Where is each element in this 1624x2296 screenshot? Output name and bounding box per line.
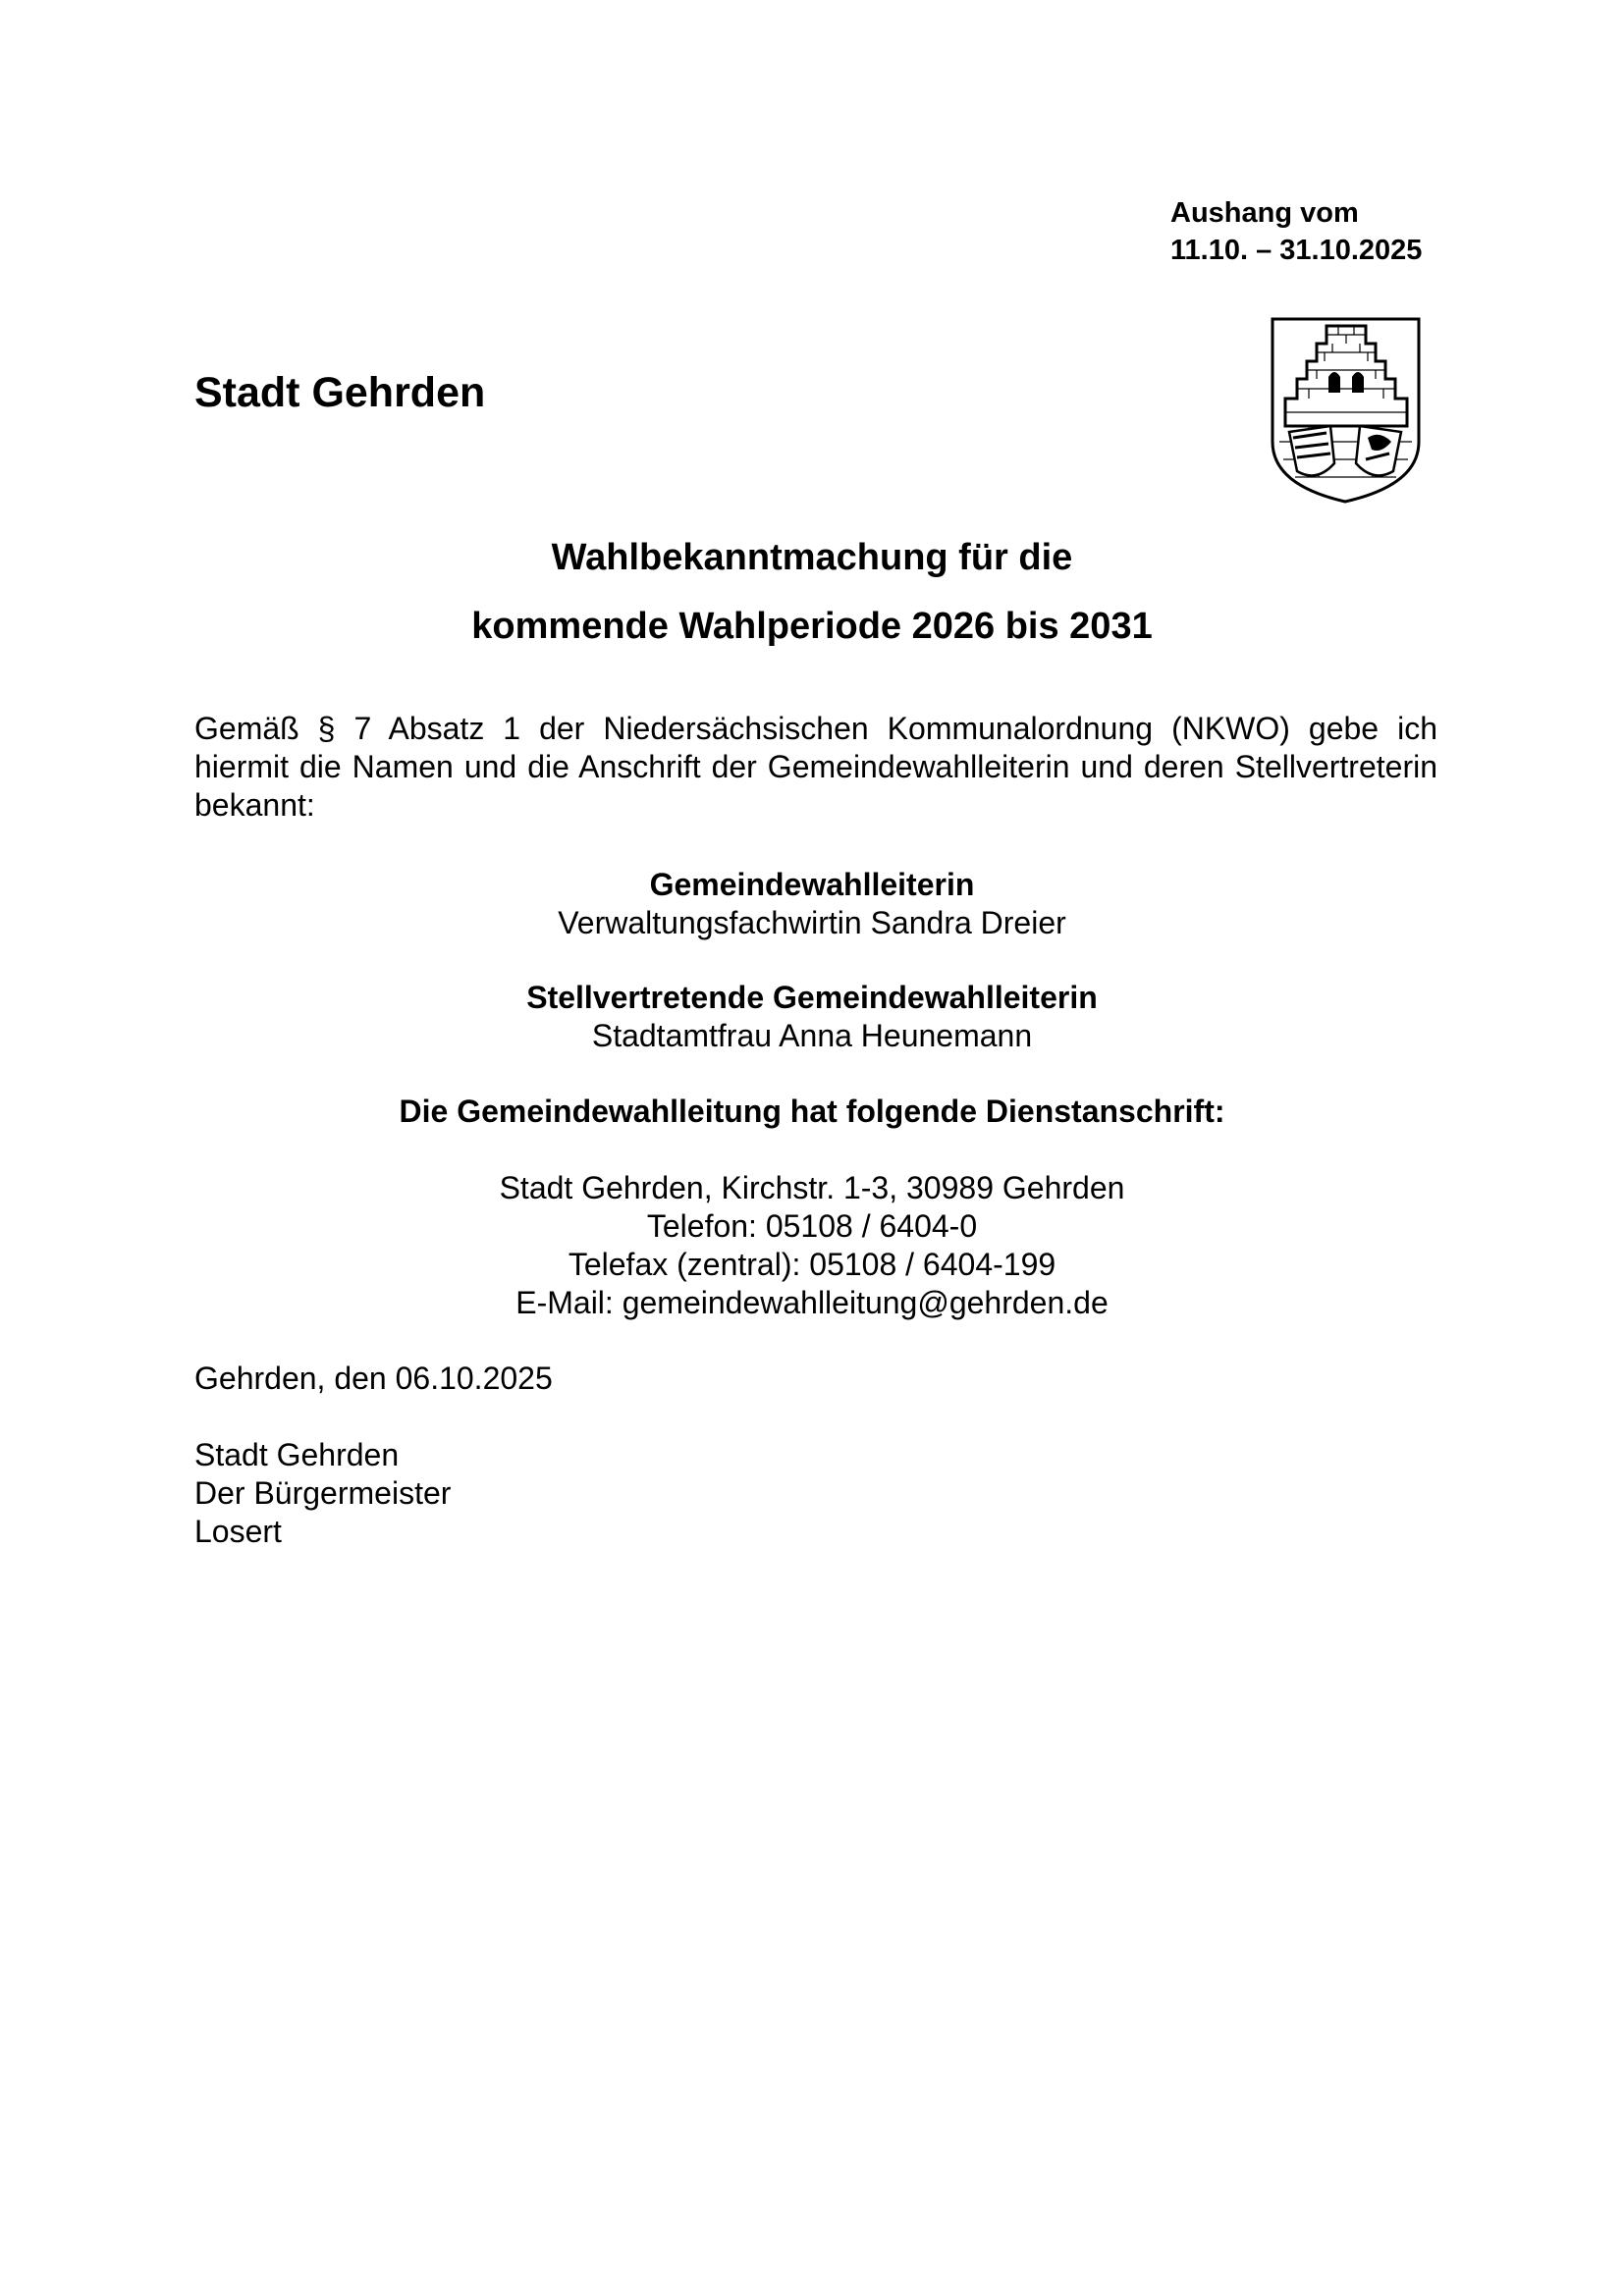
notice-title-line2: kommende Wahlperiode 2026 bis 2031 [471,606,1153,647]
signature-title: Der Bürgermeister [194,1475,452,1511]
signature-name: Losert [194,1514,282,1549]
address-heading: Die Gemeindewahlleitung hat folgende Dienstanschrift: [399,1094,1225,1129]
address-fax: Telefax (zentral): 05108 / 6404-199 [568,1247,1056,1282]
deputy-heading: Stellvertretende Gemeindewahlleiterin [526,980,1098,1015]
address-street: Stadt Gehrden, Kirchstr. 1-3, 30989 Gehrden [499,1170,1125,1205]
coat-of-arms-icon [1270,316,1422,505]
deputy-name: Stadtamtfrau Anna Heunemann [591,1018,1033,1053]
address-email: E-Mail: gemeindewahlleitung@gehrden.de [515,1285,1109,1320]
signature-city: Stadt Gehrden [194,1437,400,1472]
officer-heading: Gemeindewahlleiterin [649,867,975,902]
date-line: Gehrden, den 06.10.2025 [194,1361,553,1396]
officer-name: Verwaltungsfachwirtin Sandra Dreier [558,905,1066,940]
city-heading: Stadt Gehrden [194,369,486,416]
notice-title-line1: Wahlbekanntmachung für die [551,537,1073,578]
intro-paragraph: Gemäß § 7 Absatz 1 der Niedersächsischen Kommunalordnung (NKWO) gebe ich hiermit die Namen und die Anschrift der Gemeindewahlleiterin und deren Stellvertreterin bekannt: [194,711,1437,823]
posting-label: Aushang vom [1170,197,1359,229]
address-phone: Telefon: 05108 / 6404-0 [646,1208,978,1244]
posting-period [1170,194,1465,269]
posting-dates: 11.10. – 31.10.2025 [1170,235,1423,266]
